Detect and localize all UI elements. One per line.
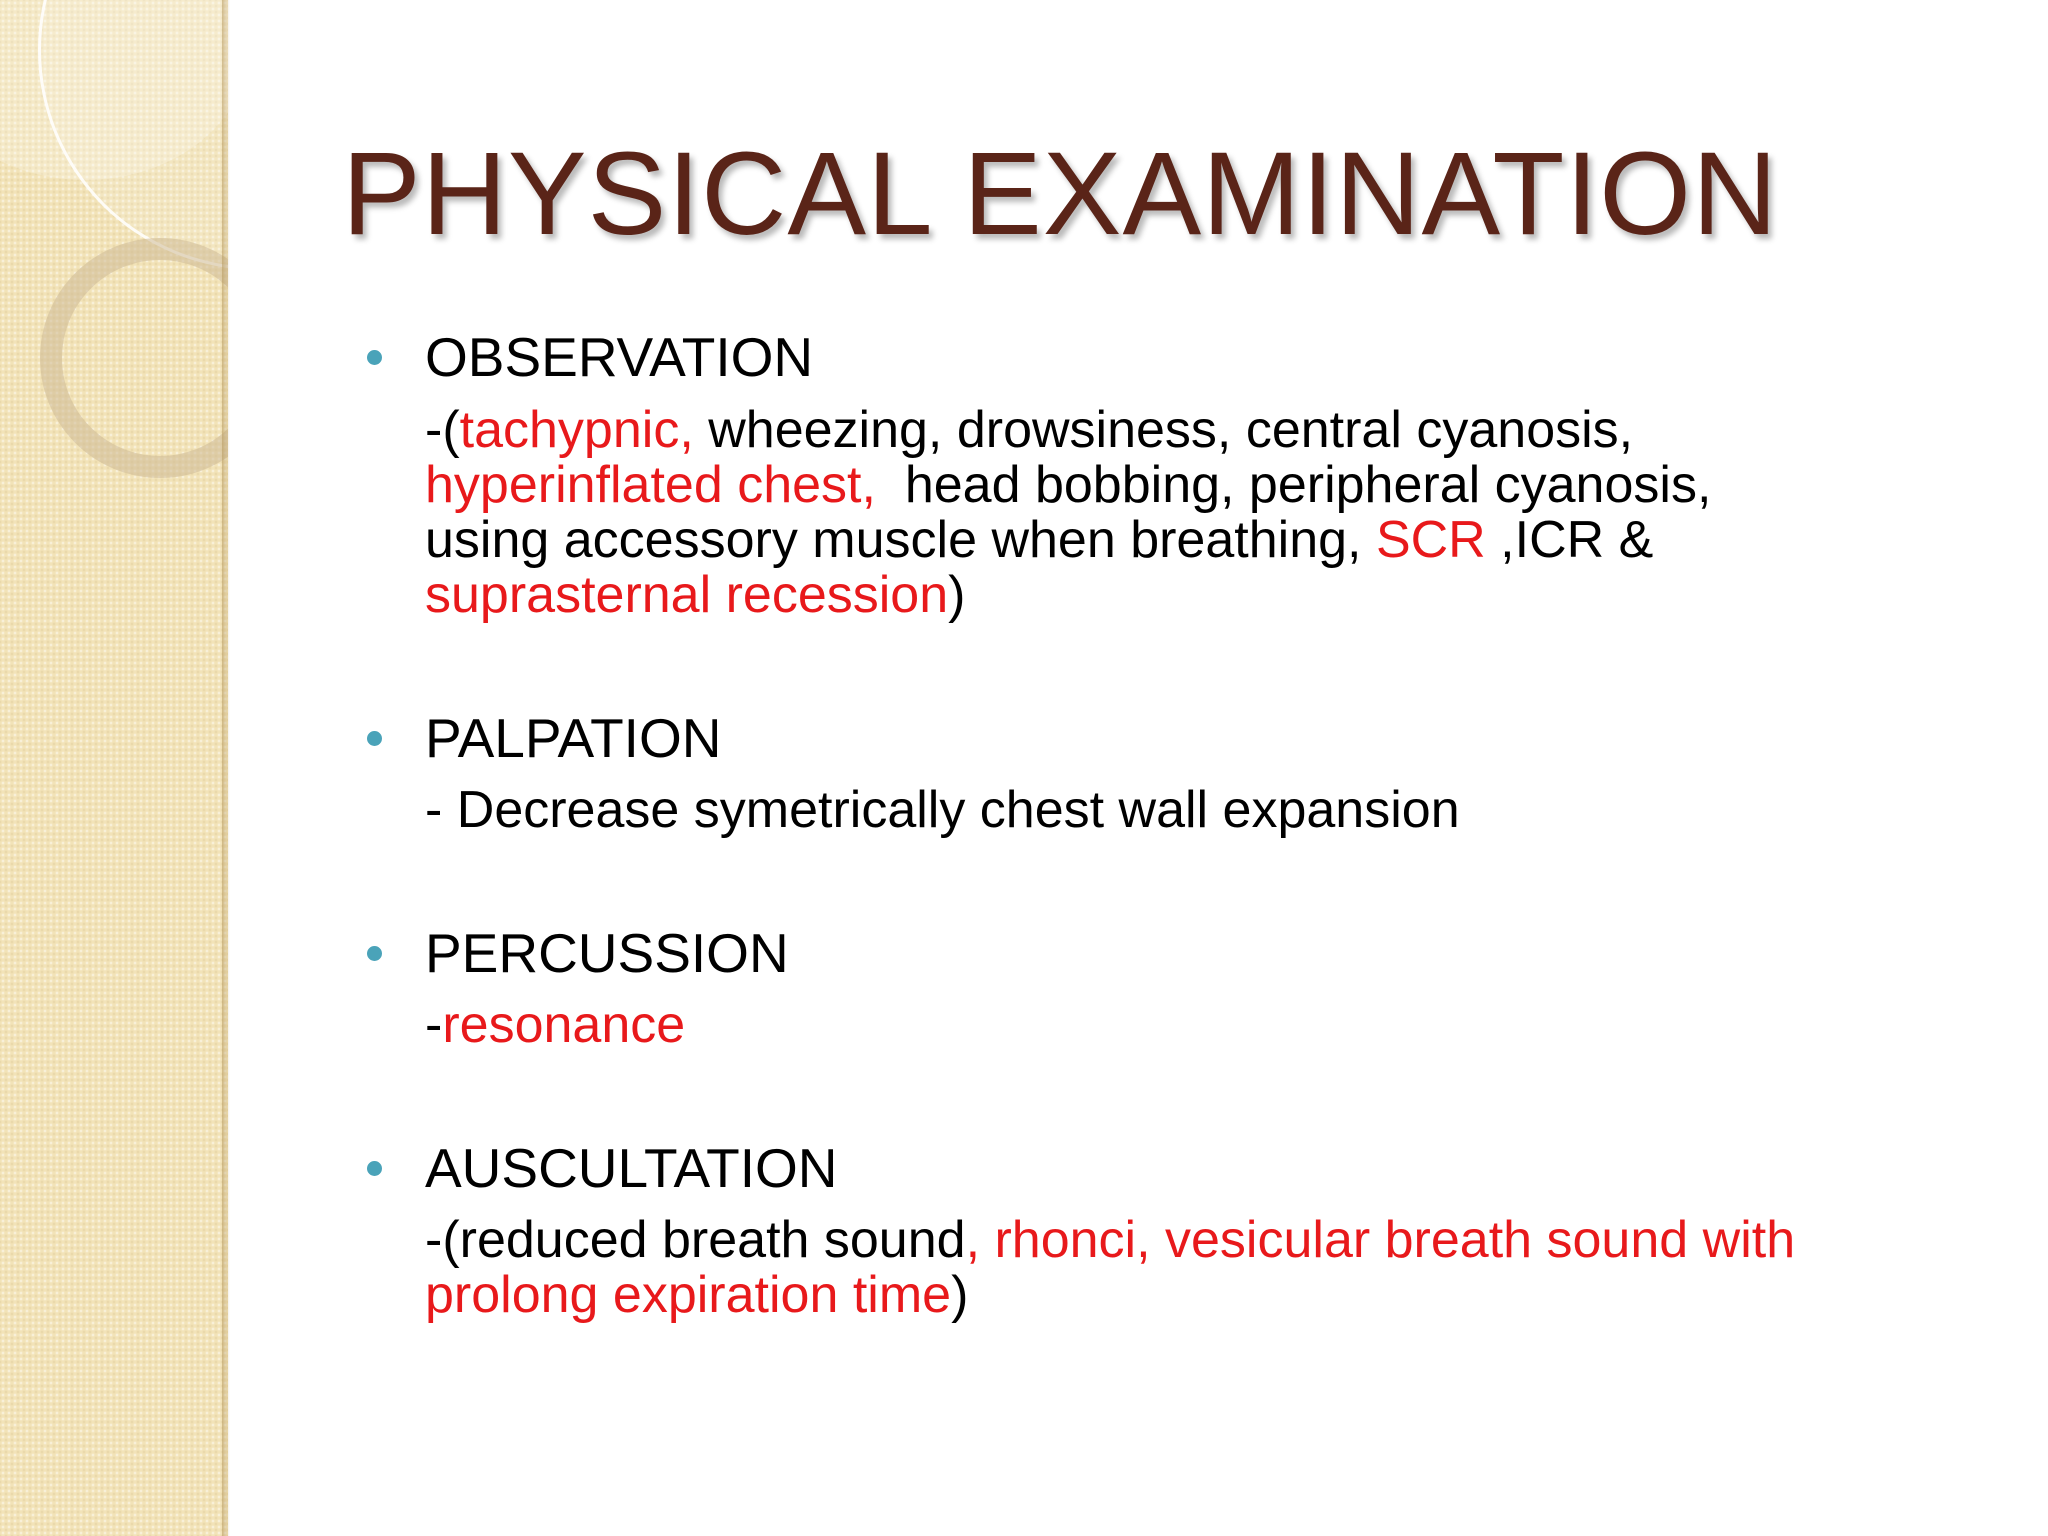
slide-title: PHYSICAL EXAMINATION bbox=[342, 128, 1779, 260]
text-run: -(reduced breath sound bbox=[425, 1211, 966, 1269]
observation-line-3 bbox=[425, 513, 1653, 568]
auscultation-line-2 bbox=[425, 1268, 968, 1323]
text-run: using accessory muscle when breathing, bbox=[425, 511, 1376, 569]
observation-line-2 bbox=[425, 458, 1711, 513]
section-heading-palpation: PALPATION bbox=[425, 707, 722, 769]
palpation-line-1: - Decrease symetrically chest wall expansion bbox=[425, 781, 1460, 839]
text-run: wheezing, drowsiness, central cyanosis, bbox=[693, 401, 1634, 459]
bullet-dot-icon bbox=[367, 350, 382, 365]
auscultation-line-1 bbox=[425, 1213, 1795, 1268]
text-run: head bobbing, peripheral cyanosis, bbox=[875, 456, 1712, 514]
section-heading-observation: OBSERVATION bbox=[425, 326, 814, 388]
emphasis-text: suprasternal recession bbox=[425, 566, 949, 624]
bullet-dot-icon bbox=[367, 946, 382, 961]
emphasis-text: resonance bbox=[442, 996, 686, 1054]
text-run: ,ICR & bbox=[1485, 511, 1654, 569]
text-run: -( bbox=[425, 401, 460, 459]
observation-line-1 bbox=[425, 403, 1633, 458]
emphasis-text: , rhonci, vesicular breath sound with bbox=[965, 1211, 1796, 1269]
percussion-line-1 bbox=[425, 998, 685, 1053]
text-run: ) bbox=[948, 566, 966, 624]
emphasis-text: tachypnic, bbox=[459, 401, 694, 459]
emphasis-text: prolong expiration time bbox=[425, 1266, 952, 1324]
emphasis-text: SCR bbox=[1375, 511, 1486, 569]
section-heading-auscultation: AUSCULTATION bbox=[425, 1137, 838, 1199]
observation-line-4 bbox=[425, 568, 965, 623]
text-run: ) bbox=[951, 1266, 969, 1324]
bullet-dot-icon bbox=[367, 731, 382, 746]
emphasis-text: hyperinflated chest, bbox=[425, 456, 876, 514]
section-heading-percussion: PERCUSSION bbox=[425, 922, 789, 984]
text-run: - bbox=[425, 996, 443, 1054]
bullet-dot-icon bbox=[367, 1161, 382, 1176]
